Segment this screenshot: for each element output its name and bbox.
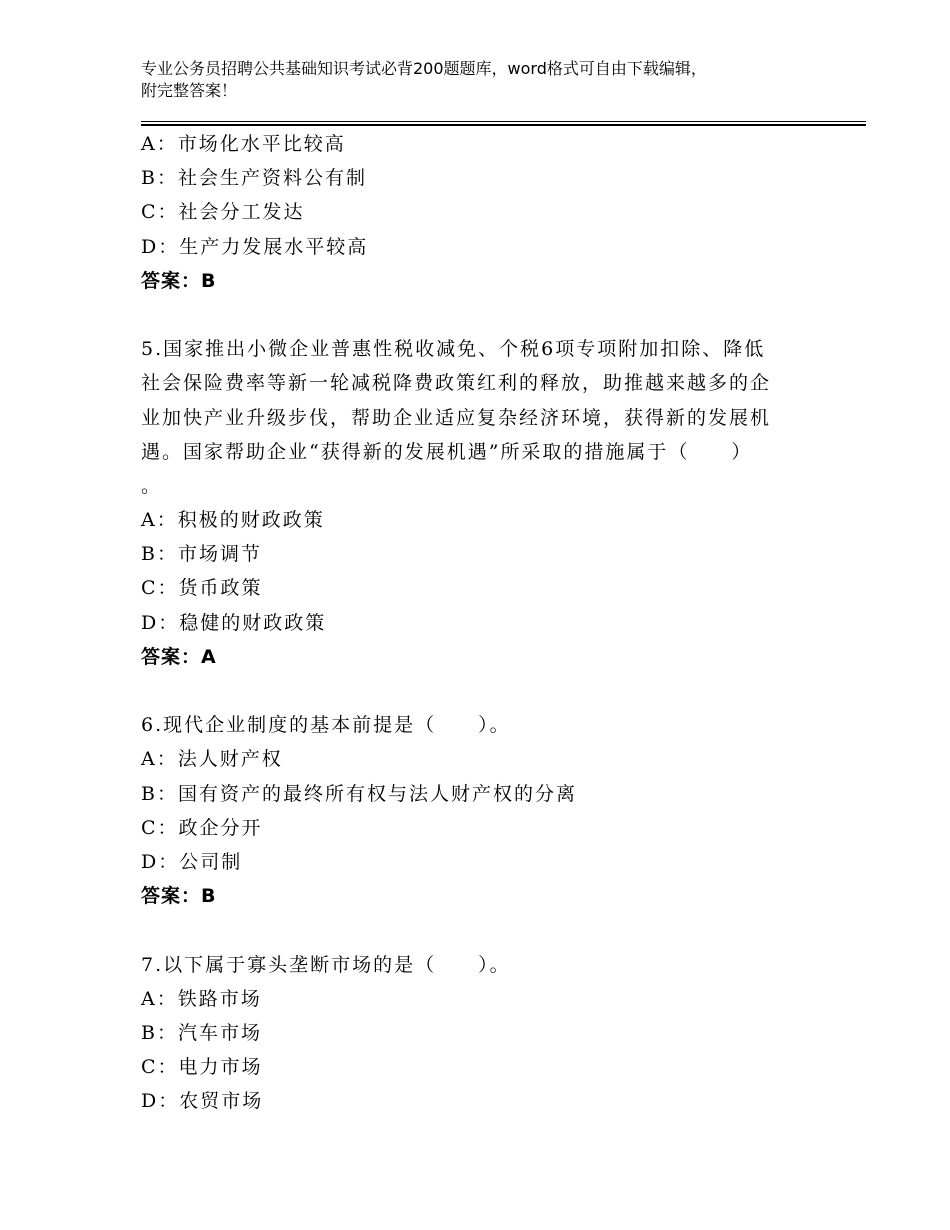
spacer: [141, 674, 831, 708]
question-7: [141, 948, 831, 1119]
option-c: C：政企分开: [141, 816, 263, 839]
answer-label: 答案：B: [141, 885, 217, 908]
option-d: D：公司制: [141, 850, 243, 873]
question-6: [141, 708, 831, 913]
header-line-2: 附完整答案！: [141, 81, 238, 100]
option-b: B：市场调节: [141, 543, 262, 566]
option-c: C：社会分工发达: [141, 201, 305, 224]
question-text-line: 5.国家推出小微企业普惠性税收减免、个税6项专项附加扣除、降低: [141, 338, 766, 361]
option-a: A：积极的财政政策: [141, 509, 325, 532]
option-d: D：生产力发展水平较高: [141, 235, 369, 258]
question-text-tail: 。: [141, 474, 163, 497]
spacer: [141, 913, 831, 947]
option-d: D：稳健的财政政策: [141, 611, 327, 634]
question-5: [141, 332, 831, 674]
option-d: D：农贸市场: [141, 1090, 264, 1113]
document-header: [141, 58, 841, 102]
header-rule-thin: [141, 121, 866, 122]
question-text-line: 遇。国家帮助企业“获得新的发展机遇”所采取的措施属于（ ）: [141, 440, 753, 463]
option-a: A：铁路市场: [141, 987, 262, 1010]
option-b: B：汽车市场: [141, 1021, 262, 1044]
question-text-line: 业加快产业升级步伐，帮助企业适应复杂经济环境，获得新的发展机: [141, 406, 772, 429]
header-rule-thick: [141, 124, 866, 126]
answer-label: 答案：A: [141, 645, 217, 668]
option-a: A：法人财产权: [141, 748, 283, 771]
option-b: B：国有资产的最终所有权与法人财产权的分离: [141, 782, 577, 805]
answer-label: 答案：B: [141, 269, 217, 292]
question-list: [141, 127, 831, 1118]
question-text: 6.现代企业制度的基本前提是（ ）。: [141, 714, 511, 737]
option-c: C：货币政策: [141, 577, 263, 600]
question-4: [141, 127, 831, 298]
question-text-line: 社会保险费率等新一轮减税降费政策红利的释放，助推越来越多的企: [141, 372, 772, 395]
header-line-1: 专业公务员招聘公共基础知识考试必背200题题库，word格式可自由下载编辑，: [141, 59, 707, 78]
option-a: A：市场化水平比较高: [141, 133, 346, 155]
option-c: C：电力市场: [141, 1056, 263, 1079]
spacer: [141, 298, 831, 332]
question-text: 7.以下属于寡头垄断市场的是（ ）。: [141, 953, 511, 976]
option-b: B：社会生产资料公有制: [141, 167, 367, 190]
